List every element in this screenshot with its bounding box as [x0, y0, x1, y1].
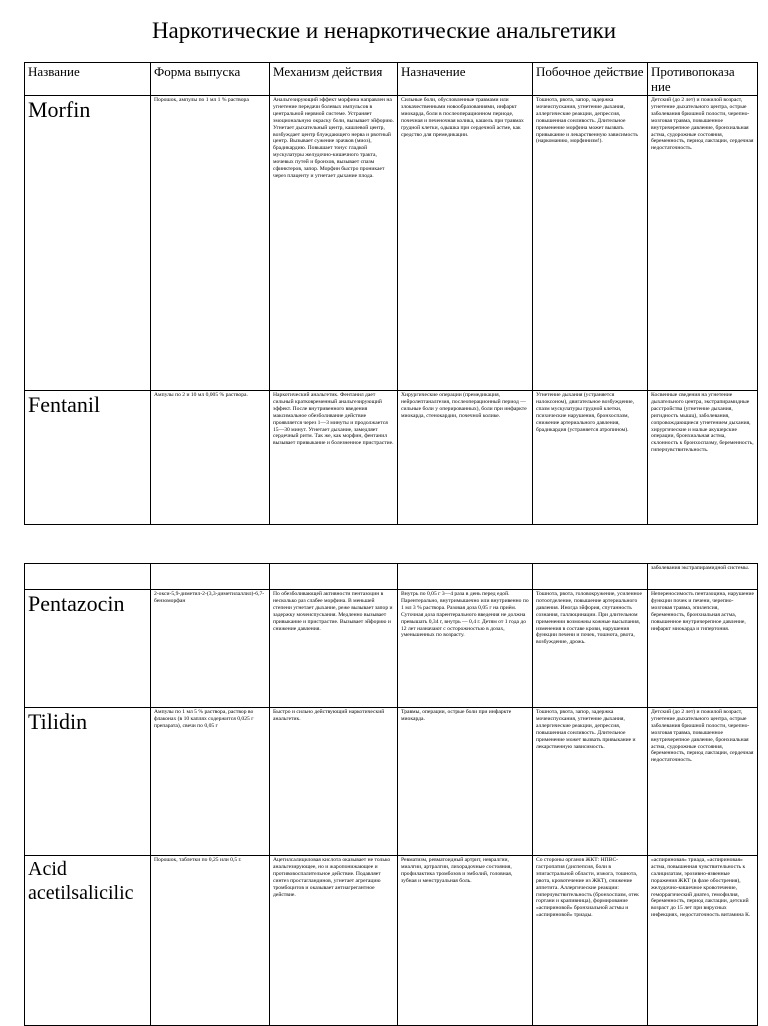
table-row	[25, 708, 758, 856]
drug-name: Morfin	[25, 96, 151, 391]
drug-contraindications: заболевания экстрапирамидной системы.	[648, 564, 758, 590]
page-title: Наркотические и ненаркотические анальгетики	[151, 18, 617, 43]
drug-purpose: Сильные боли, обусловленные травмами или злокачественными новообразованиями, инфаркт миокарда, боли в послеоперационном периоде, почечная и печеночная колика, кашель при травмах грудной клетки, одышка при сердечной астме, как средство для премедикации.	[398, 96, 533, 391]
drug-side-effects: Тошнота, рвота, запор, задержка мочеиспускания, угнетение дыхания, аллергические реакции, депрессия, повышенная сонливость. Длительное применение может вызвать привыкание и лекарственную зависимость.	[533, 708, 648, 856]
drug-contraindications: «аспириновая» триада, «аспириновая» астма, повышенная чувствительность к салицилатам, эрозивно-язвенные поражения ЖКТ (в фазе обострения), желудочно-кишечное кровотечение, геморрагический диатез, гемофилия, беременность, период лактации, детский возраст до 15 лет при вирусных инфекциях, недостаточность витамина К.	[648, 856, 758, 1026]
table-row	[25, 590, 758, 708]
drug-form: Порошок, таблетки по 0,25 или 0,5 г.	[151, 856, 270, 1026]
header-side-effects: Побочное действие	[533, 63, 648, 96]
header-row	[25, 63, 758, 96]
drug-contraindications: Детский (до 2 лет) и пожилой возраст, угнетение дыхательного центра, острые заболевания брюшной полости, черепно-мозговая травма, повышенное внутричерепное давление, бронхиальная астма, судорожные состояния, беременность, период лактации, сердечная недостаточность.	[648, 96, 758, 391]
drug-side-effects: Тошнота, рвота, головокружение, усиленное потоотделение, повышение артериального давления. Иногда эйфория, спутанность сознания, галлюцинации. При длительном применении возможны кожные высыпания, изменения в составе крови, нарушения функции печени и почек, тошнота, рвота, возбуждение, дрожь.	[533, 590, 648, 708]
drug-form: 2-окси-5,9-диметил-2-(3,3-диметилаллил)-6,7-бензоморфан	[151, 590, 270, 708]
drug-mechanism: Ацетилсалициловая кислота оказывает не только анальгезирующее, но и жаропонижающее и противовоспалительное действие. Подавляет синтез простагландинов, угнетает агрегацию тромбоцитов и оказывает антиагрегантное действие.	[270, 856, 398, 1026]
drug-contraindications: Непереносимость пентазоцина, нарушение функции почек и печени, черепно-мозговая травма, эпилепсия, беременность, бронхиальная астма, повышенное внутричерепное давление, инфаркт миокарда и гипертония.	[648, 590, 758, 708]
drug-purpose	[398, 564, 533, 590]
drug-name: Tilidin	[25, 708, 151, 856]
table-row	[25, 564, 758, 590]
drug-name: Acid acetilsalicilic	[25, 856, 151, 1026]
drug-form: Ампулы по 2 и 10 мл 0,005 % раствора.	[151, 391, 270, 525]
drug-side-effects: Тошнота, рвота, запор, задержка мочеиспускания, угнетение дыхания, аллергические реакции, депрессия, повышенная сонливость. Длительное применение морфина может вызвать привыкание и лекарственную зависимость (наркоманию, морфинизм!).	[533, 96, 648, 391]
drug-purpose: Хирургические операции (премедикация, нейролептаналгезия, послеоперационный период — сильные боли у оперированных), боли при инфаркте миокарда, стенокардии, почечной колике.	[398, 391, 533, 525]
drug-table-1	[24, 62, 758, 525]
drug-purpose: Внутрь по 0,05 г 3—4 раза в день перед едой. Парентерально, внутримышечно или внутривенно по 1 мл 3 % раствора. Разовая доза 0,05 г на приём. Суточная доза парентерального введения не должна превышать 0,34 г, внутрь — 0,4 г. Детям от 1 года до 12 лет назначают с осторожностью в дозах, уменьшенных по возрасту.	[398, 590, 533, 708]
header-mechanism: Механизм действия	[270, 63, 398, 96]
drug-table-2	[24, 563, 758, 1026]
drug-name	[25, 564, 151, 590]
drug-purpose: Ревматизм, ревматоидный артрит, невралгии, миалгии, артралгии, лихорадочные состояния, профилактика тромбозов и эмболий, головная, зубная и менструальная боль.	[398, 856, 533, 1026]
drug-name: Fentanil	[25, 391, 151, 525]
drug-purpose: Травмы, операции, острые боли при инфаркте миокарда.	[398, 708, 533, 856]
drug-side-effects	[533, 564, 648, 590]
header-form: Форма выпуска	[151, 63, 270, 96]
header-contraindications: Противопоказа ние	[648, 63, 758, 96]
drug-side-effects: Угнетение дыхания (устраняется налоксоном), двигательное возбуждение, спазм мускулатуры грудной клетки, психические нарушения, бронхоспазм, снижение артериального давления, брадикардия (устраняется атропином).	[533, 391, 648, 525]
table-row	[25, 856, 758, 1026]
drug-form	[151, 564, 270, 590]
drug-name: Pentazocin	[25, 590, 151, 708]
drug-mechanism	[270, 564, 398, 590]
drug-side-effects: Со стороны органов ЖКТ: НПВС-гастропатия (диспепсия, боли в эпигастральной области, изжога, тошнота, рвота, кровотечение из ЖКТ), снижение аппетита. Аллергические реакции: гиперчувствительность (бронхоспазм, отек гортани и крапивница), формирование «аспириновой» бронхиальной астмы и «аспириновой» триады.	[533, 856, 648, 1026]
drug-contraindications: Косвенные сведения на угнетение дыхательного центра, экстрапирамидные расстройства (угнетение дыхания, ригидность мышц), заболевания, сопровождающиеся угнетением дыхания, хирургические и малые акушерские операции, бронхиальная астма, склонность к бронхоспазму, беременность, гиперчувствительность.	[648, 391, 758, 525]
header-name: Название	[25, 63, 151, 96]
drug-mechanism: Быстро и сильно действующий наркотический анальгетик.	[270, 708, 398, 856]
header-purpose: Назначение	[398, 63, 533, 96]
drug-form: Ампулы по 1 мл 5 % раствора, раствор во флаконах (в 10 каплях содержится 0,025 г препарата), свечи по 0,05 г	[151, 708, 270, 856]
table-row	[25, 96, 758, 391]
drug-mechanism: Анальгезирующий эффект морфина направлен на угнетение передачи болевых импульсов в центральной нервной системе. Устраняет эмоциональную окраску боли, вызывает эйфорию. Угнетает дыхательный центр, кашлевой центр, возбуждает центр блуждающего нерва и рвотный центр. Вызывает сужение зрачков (миоз), брадикардию. Повышает тонус гладкой мускулатуры желудочно-кишечного тракта, мочевых путей и бронхов, вызывает спазм сфинктеров, запор. Морфин быстро проникает через плаценту и угнетает дыхание плода.	[270, 96, 398, 391]
drug-mechanism: Наркотический анальгетик. Фентанил дает сильный кратковременный анальгезирующий эффект. После внутривенного введения максимальное обезболивание действие проявляется через 1—3 минуты и продолжается 15—30 минут. Угнетает дыхание, замедляет сердечный ритм. Так же, как морфин, фентанил вызывает привыкание и болезненное пристрастие.	[270, 391, 398, 525]
drug-form: Порошок, ампулы по 1 мл 1 % раствора	[151, 96, 270, 391]
table-row	[25, 391, 758, 525]
drug-mechanism: По обезболивающей активности пентазоцин в несколько раз слабее морфина. В меньшей степени угнетает дыхание, реже вызывает запор и задержку мочеиспускания. Медленно вызывает привыкание и пристрастие. Вызывает эйфорию и снижение давления.	[270, 590, 398, 708]
drug-contraindications: Детский (до 2 лет) и пожилой возраст, угнетение дыхательного центра, острые заболевания брюшной полости, черепно-мозговая травма, повышенное внутричерепное давление, бронхиальная астма, судорожные состояния, беременность, период лактации, сердечная недостаточность.	[648, 708, 758, 856]
